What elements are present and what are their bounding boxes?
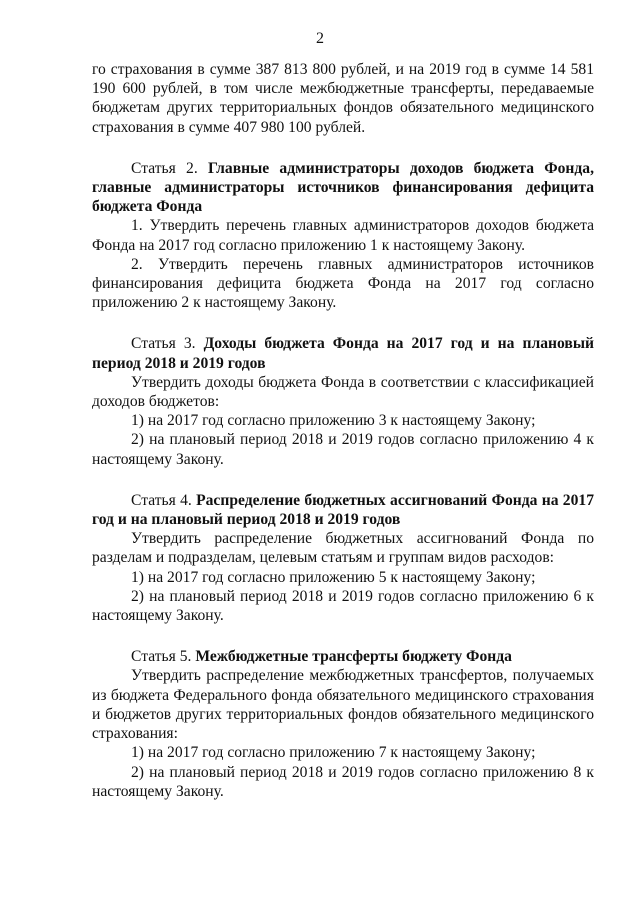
- article-heading: [92, 159, 594, 217]
- article-number: Статья 3.: [131, 335, 196, 353]
- article-title: Распределение бюджетных ассигнований Фонда на 2017 год и на плановый период 2018 и 2019 годов: [92, 491, 594, 529]
- article-paragraph: 2) на плановый период 2018 и 2019 годов согласно приложению 6 к настоящему Закону.: [92, 587, 594, 625]
- article-number: Статья 5.: [131, 648, 192, 666]
- article-heading: [92, 491, 594, 529]
- article-paragraph: 2. Утвердить перечень главных администраторов источников финансирования дефицита бюджета Фонда на 2017 год согласно приложению 2 к настоящему Закону.: [92, 255, 594, 312]
- article-heading: [92, 647, 594, 666]
- article-4: [92, 491, 594, 625]
- article-heading: [92, 334, 594, 372]
- article-5: [92, 647, 594, 801]
- article-3: [92, 334, 594, 468]
- page-number: 2: [316, 30, 324, 47]
- article-paragraph: 1. Утвердить перечень главных администраторов доходов бюджета Фонда на 2017 год согласно приложению 1 к настоящему Закону.: [92, 217, 594, 254]
- article-number: Статья 2.: [131, 159, 198, 177]
- article-paragraph: 2) на плановый период 2018 и 2019 годов согласно приложению 8 к настоящему Закону.: [92, 763, 594, 800]
- article-paragraph: Утвердить доходы бюджета Фонда в соответствии с классификацией доходов бюджетов:: [92, 373, 594, 411]
- article-2: [92, 159, 594, 313]
- article-title: Межбюджетные трансферты бюджету Фонда: [195, 648, 512, 666]
- intro-paragraph: го страхования в сумме 387 813 800 рублей, и на 2019 год в сумме 14 581 190 600 рублей, в том числе межбюджетные трансферты, передаваемые бюджетам других территориальных фондов обязательного медицинского страхования в сумме 407 980 100 рублей.: [92, 61, 594, 136]
- article-title: Доходы бюджета Фонда на 2017 год и на плановый период 2018 и 2019 годов: [92, 335, 594, 372]
- document-body: [92, 60, 594, 801]
- article-paragraph: 2) на плановый период 2018 и 2019 годов согласно приложению 4 к настоящему Закону.: [92, 431, 594, 468]
- article-title: Главные администраторы доходов бюджета Фонда, главные администраторы источников финансирования дефицита бюджета Фонда: [92, 159, 594, 216]
- article-paragraph: Утвердить распределение межбюджетных трансфертов, получаемых из бюджета Федерального фонда обязательного медицинского страхования и бюджетов других территориальных фондов обязательного медицинского страхования:: [92, 667, 594, 743]
- article-paragraph: 1) на 2017 год согласно приложению 5 к настоящему Закону;: [131, 568, 536, 586]
- article-paragraph: 1) на 2017 год согласно приложению 7 к настоящему Закону;: [131, 744, 536, 762]
- article-paragraph: 1) на 2017 год согласно приложению 3 к настоящему Закону;: [131, 412, 536, 430]
- article-paragraph: Утвердить распределение бюджетных ассигнований Фонда по разделам и подразделам, целевым статьям и группам видов расходов:: [92, 530, 594, 567]
- article-number: Статья 4.: [131, 491, 192, 509]
